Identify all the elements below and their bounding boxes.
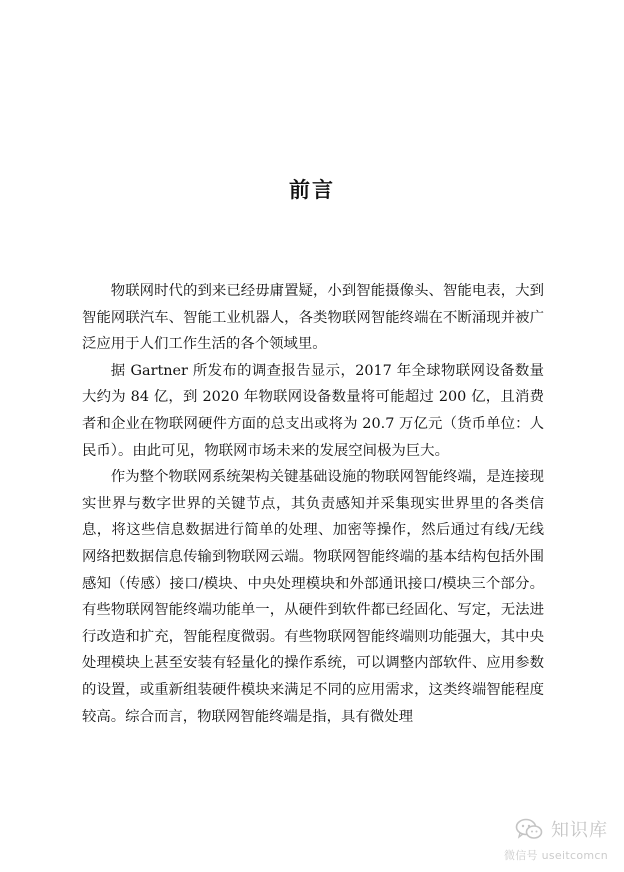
- paragraph-3: 作为整个物联网系统架构关键基础设施的物联网智能终端，是连接现实世界与数字世界的关键节点，其负责感知并采集现实世界里的各类信息，将这些信息数据进行简单的处理、加密等操作，然后通过有线/无线网络把数据信息传输到物联网云端。物联网智能终端的基本结构包括外围感知（传感）接口/模块、中央处理模块和外部通讯接口/模块三个部分。有些物联网智能终端功能单一，从硬件到软件都已经固化、写定，无法进行改造和扩充，智能程度微弱。有些物联网智能终端则功能强大，其中央处理模块上甚至安装有轻量化的操作系统，可以调整内部软件、应用参数的设置，或重新组装硬件模块来满足不同的应用需求，这类终端智能程度较高。综合而言，物联网智能终端是指，具有微处理: [82, 469, 544, 725]
- paragraph-2: 据 Gartner 所发布的调查报告显示，2017 年全球物联网设备数量大约为 84 亿，到 2020 年物联网设备数量将可能超过 200 亿，且消费者和企业在物联网硬件方面的总支出或将为 20.7 万亿元（货币单位：人民币）。由此可见，物联网市场未来的发展空间极为巨大。: [82, 362, 544, 459]
- paragraph-1: 物联网时代的到来已经毋庸置疑，小到智能摄像头、智能电表，大到智能网联汽车、智能工业机器人，各类物联网智能终端在不断涌现并被广泛应用于人们工作生活的各个领域里。: [82, 283, 544, 353]
- watermark: [462, 814, 612, 864]
- watermark-name: 知识库: [551, 820, 608, 841]
- watermark-subtitle: 微信号 useitcomcn: [503, 849, 608, 862]
- wechat-icon: [515, 817, 543, 841]
- page-title: 前言: [289, 178, 335, 202]
- watermark-header: [515, 814, 608, 844]
- document-body: [82, 278, 544, 730]
